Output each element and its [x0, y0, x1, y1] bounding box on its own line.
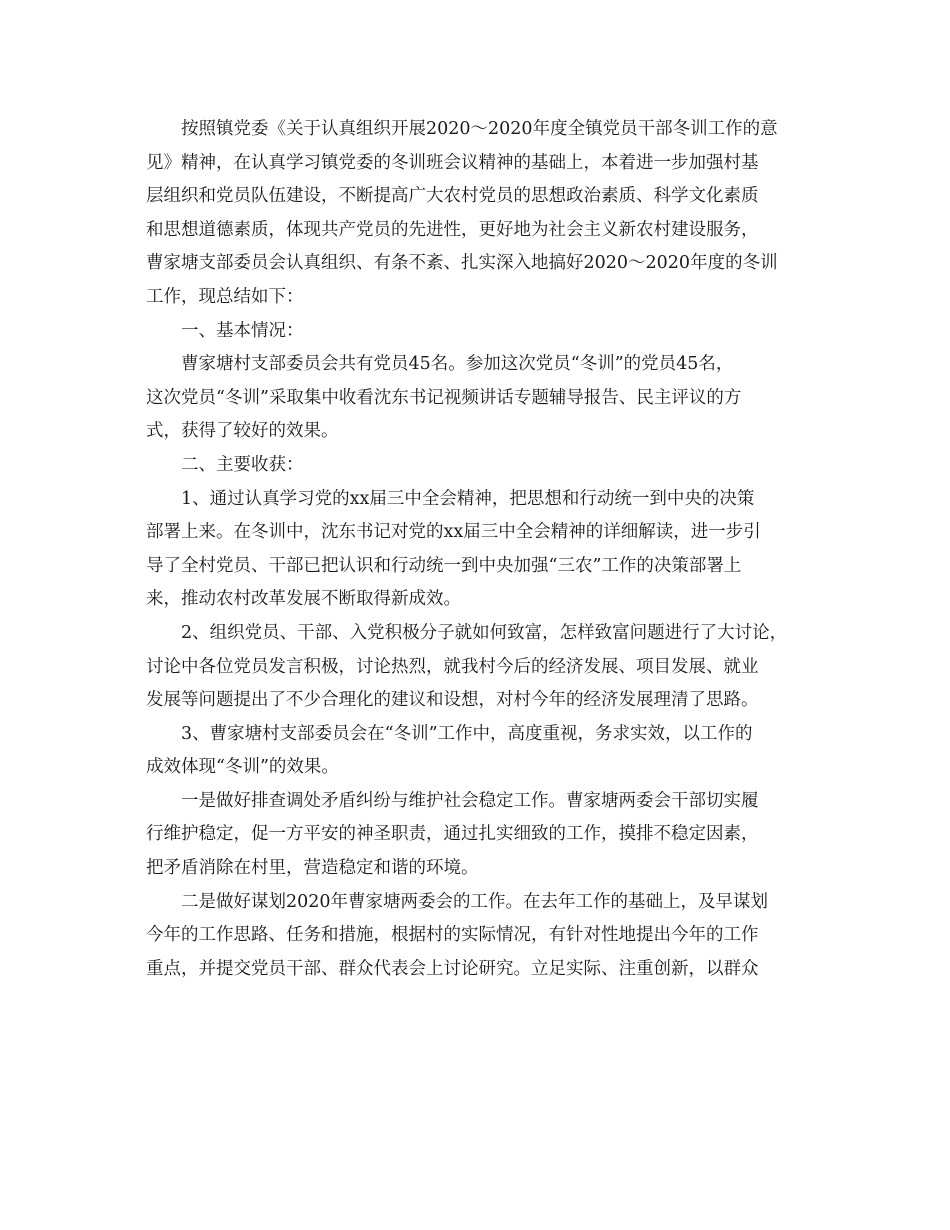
document-text-line: 导了全村党员、干部已把认识和行动统一到中央加强“三农”工作的决策部署上 [146, 555, 742, 576]
document-text-line: 一、基本情况： [181, 320, 304, 341]
document-text-line: 一是做好排查调处矛盾纠纷与维护社会稳定工作。曹家塘两委会干部切实履 [181, 790, 759, 811]
document-text-line: 二、主要收获： [181, 454, 304, 475]
document-text-line: 3、曹家塘村支部委员会在“冬训”工作中，高度重视，务求实效，以工作的 [181, 723, 753, 744]
document-text-line: 成效体现“冬训”的效果。 [146, 757, 339, 778]
document-text-line: 式，获得了较好的效果。 [146, 421, 339, 442]
document-text-line: 见》精神，在认真学习镇党委的冬训班会议精神的基础上，本着进一步加强村基 [146, 152, 759, 173]
document-text-line: 部署上来。在冬训中，沈东书记对党的xx届三中全会精神的详细解读，进一步引 [146, 522, 761, 543]
document-text-line: 曹家塘村支部委员会共有党员45名。参加这次党员“冬训”的党员45名， [181, 354, 734, 375]
document-text-line: 2、组织党员、干部、入党积极分子就如何致富，怎样致富问题进行了大讨论， [181, 622, 788, 643]
document-text-line: 1、通过认真学习党的xx届三中全会精神，把思想和行动统一到中央的决策 [181, 488, 755, 509]
document-text-line: 工作，现总结如下： [146, 286, 304, 307]
document-body [146, 113, 826, 986]
document-text-line: 今年的工作思路、任务和措施，根据村的实际情况，有针对性地提出今年的工作 [146, 925, 759, 946]
document-text-line: 重点，并提交党员干部、群众代表会上讨论研究。立足实际、注重创新，以群众 [146, 958, 759, 979]
document-text-line: 发展等问题提出了不少合理化的建议和设想，对村今年的经济发展理清了思路。 [146, 690, 759, 711]
document-text-line: 来，推动农村改革发展不断取得新成效。 [146, 589, 461, 610]
document-text-line: 按照镇党委《关于认真组织开展2020～2020年度全镇党员干部冬训工作的意 [181, 119, 778, 139]
document-text-line: 把矛盾消除在村里，营造稳定和谐的环境。 [146, 858, 479, 879]
document-text-line: 层组织和党员队伍建设，不断提高广大农村党员的思想政治素质、科学文化素质 [146, 186, 759, 207]
document-text-line: 曹家塘支部委员会认真组织、有条不紊、扎实深入地搞好2020～2020年度的冬训 [146, 253, 778, 274]
document-text-line: 和思想道德素质，体现共产党员的先进性，更好地为社会主义新农村建设服务， [146, 219, 759, 240]
document-text-line: 讨论中各位党员发言积极，讨论热烈，就我村今后的经济发展、项目发展、就业 [146, 656, 759, 677]
document-text-line: 二是做好谋划2020年曹家塘两委会的工作。在去年工作的基础上，及早谋划 [181, 891, 769, 912]
document-text-line: 这次党员“冬训”采取集中收看沈东书记视频讲话专题辅导报告、民主评议的方 [146, 387, 742, 408]
document-text-line: 行维护稳定，促一方平安的神圣职责，通过扎实细致的工作，摸排不稳定因素， [146, 824, 759, 845]
